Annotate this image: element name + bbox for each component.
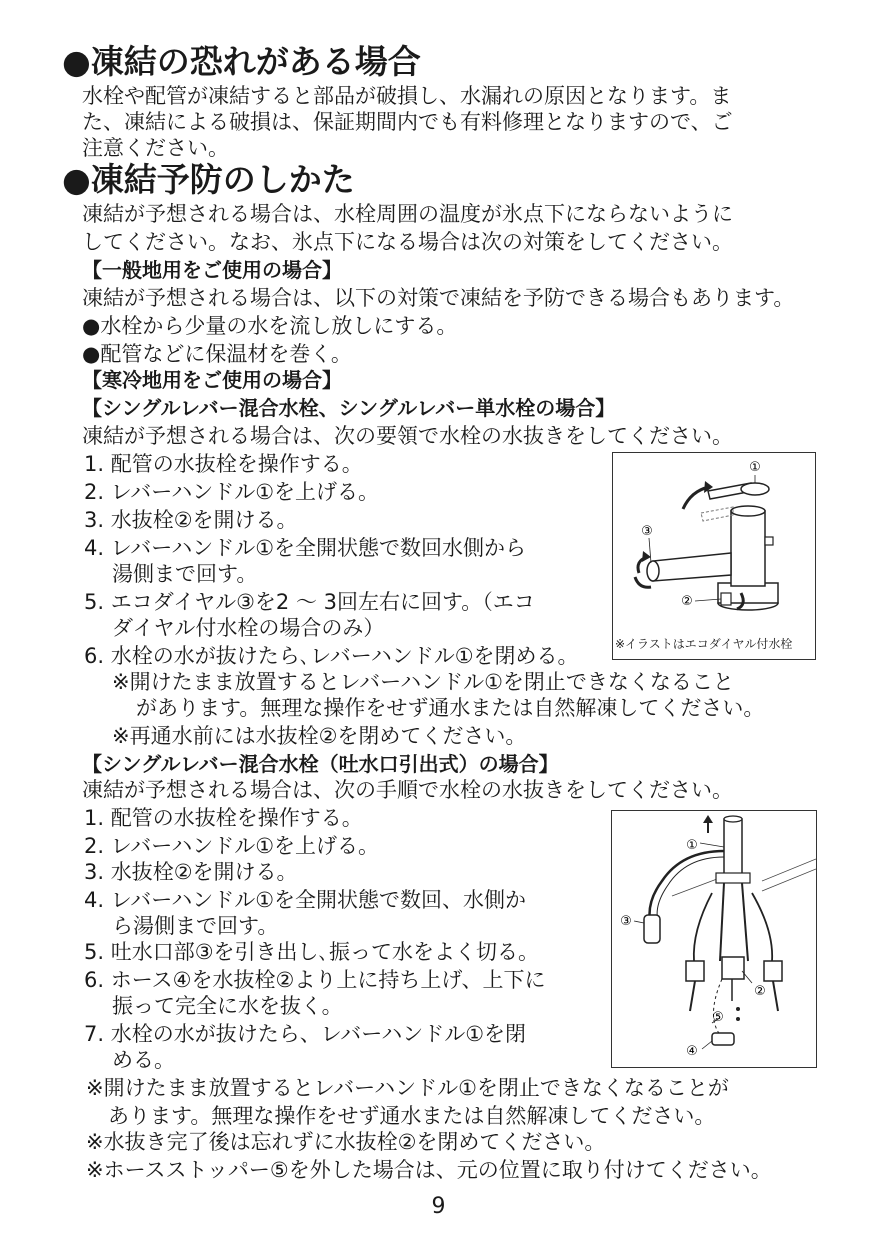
step-item: 6. ホース④を水抜栓②より上に持ち上げ、上下に [84,968,546,992]
label-eco-dial: ③ [641,524,653,539]
step-item-continued: 振って完全に水を抜く。 [112,994,343,1018]
label-hose: ④ [686,1044,698,1059]
step-item-continued: ら湯側まで回す。 [112,914,279,938]
body-line: 注意ください。 [82,136,229,160]
note-line: あります。無理な操作をせず通水または自然解凍してください。 [108,1104,716,1128]
faucet-drawing [613,453,815,659]
body-line: 水栓や配管が凍結すると部品が破損し、水漏れの原因となります。ま [82,84,732,108]
body-line: 凍結が予想される場合は、次の手順で水栓の水抜きをしてください。 [82,778,733,802]
step-item: 3. 水抜栓②を開ける。 [84,860,298,884]
subheading-single-lever: 【シングルレバー混合水栓、シングルレバー単水栓の場合】 [82,396,616,420]
note-line: ※ホースストッパー⑤を外した場合は、元の位置に取り付けてください。 [86,1158,772,1182]
label-drain-valve: ② [754,984,766,999]
label-hose-stopper: ⑤ [712,1010,724,1025]
subheading-cold-area: 【寒冷地用をご使用の場合】 [82,368,342,392]
body-line: た、凍結による破損は、保証期間内でも有料修理となりますので、ご [82,110,733,134]
faucet-illustration-pullout [611,810,817,1068]
step-item-continued: 湯側まで回す。 [112,562,258,586]
body-line: 凍結が予想される場合は、次の要領で水栓の水抜きをしてください。 [82,424,733,448]
faucet-illustration-eco-dial [612,452,816,660]
step-item-continued: める。 [112,1048,175,1072]
step-item: 3. 水抜栓②を開ける。 [84,508,298,532]
body-line: 凍結が予想される場合は、水栓周囲の温度が氷点下にならないように [82,202,733,226]
bullet-item: ●水栓から少量の水を流し放しにする。 [82,314,458,338]
note-line: ※再通水前には水抜栓②を閉めてください。 [112,724,527,748]
note-line: ※開けたまま放置するとレバーハンドル①を閉止できなくなること [112,670,734,694]
step-item: 6. 水栓の水が抜けたら､レバーハンドル①を閉める。 [84,644,579,668]
note-line: ※水抜き完了後は忘れずに水抜栓②を閉めてください。 [86,1130,606,1154]
bullet-item: ●配管などに保温材を巻く。 [82,342,352,366]
step-item: 4. レバーハンドル①を全開状態で数回、水側か [84,888,527,912]
section-heading-freeze-risk: ●凍結の恐れがある場合 [62,42,421,81]
label-drain-valve: ② [681,594,693,609]
figure-caption: ※イラストはエコダイヤル付水栓 [615,637,793,651]
label-lever-handle: ① [749,460,761,475]
section-heading-freeze-prevention: ●凍結予防のしかた [62,160,355,199]
step-item: 5. エコダイヤル③を2 ～ 3回左右に回す。（エコ [84,590,535,614]
body-line: してください。なお、氷点下になる場合は次の対策をしてください。 [82,230,733,254]
step-item: 2. レバーハンドル①を上げる。 [84,834,380,858]
step-item: 1. 配管の水抜栓を操作する。 [84,452,363,476]
step-item: 1. 配管の水抜栓を操作する。 [84,806,363,830]
step-item: 7. 水栓の水が抜けたら、レバーハンドル①を閉 [84,1022,527,1046]
pullout-faucet-drawing [612,811,816,1067]
body-line: 凍結が予想される場合は、以下の対策で凍結を予防できる場合もあります。 [82,286,795,310]
subheading-general-area: 【一般地用をご使用の場合】 [82,258,342,282]
step-item: 5. 吐水口部③を引き出し､振って水をよく切る。 [84,940,540,964]
note-line: ※開けたまま放置するとレバーハンドル①を閉止できなくなることが [86,1076,729,1100]
label-spout: ③ [620,914,632,929]
page-number: 9 [431,1194,446,1219]
label-lever-handle: ① [686,838,698,853]
step-item: 2. レバーハンドル①を上げる。 [84,480,380,504]
step-item: 4. レバーハンドル①を全開状態で数回水側から [84,536,527,560]
subheading-pullout-faucet: 【シングルレバー混合水栓（吐水口引出式）の場合】 [82,752,559,776]
step-item-continued: ダイヤル付水栓の場合のみ） [112,616,385,640]
note-line: があります。無理な操作をせず通水または自然解凍してください。 [136,696,765,720]
